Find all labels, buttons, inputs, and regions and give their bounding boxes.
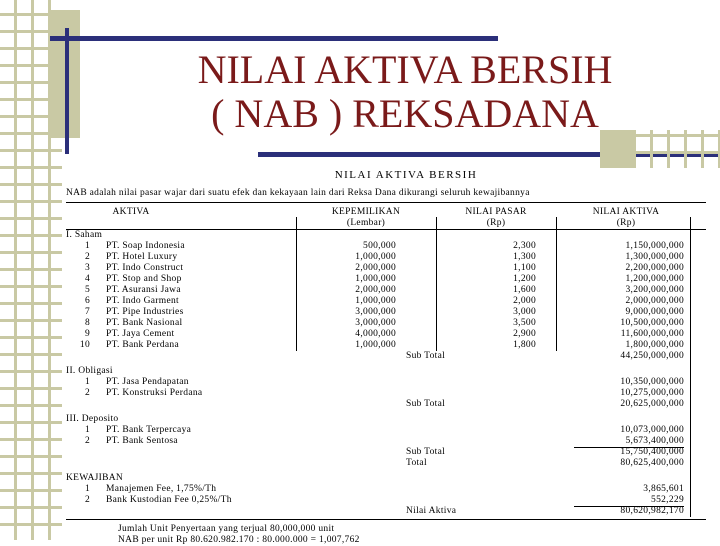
row-no: 8 (84, 318, 90, 328)
nilai-aktiva-row (66, 506, 706, 517)
row-name: PT. Asuransi Jawa (106, 285, 181, 295)
subtotal-label: Sub Total (406, 399, 446, 409)
row-qty: 2,000,000 (355, 285, 396, 295)
table-row (66, 340, 706, 351)
table-row (66, 436, 706, 447)
row-value: 10,500,000,000 (620, 318, 684, 328)
row-value: 10,275,000,000 (620, 388, 684, 398)
row-value: 11,600,000,000 (620, 329, 684, 339)
subtotal-label: Sub Total (406, 447, 446, 457)
row-no: 2 (84, 388, 90, 398)
row-value: 1,200,000,000 (625, 274, 684, 284)
section-kewajiban-label (66, 473, 706, 484)
slide-title-line1: NILAI AKTIVA BERSIH (197, 47, 613, 92)
row-name: PT. Jasa Pendapatan (106, 377, 189, 387)
header-nilai-pasar (446, 207, 546, 229)
row-no: 2 (84, 252, 90, 262)
row-qty: 1,000,000 (355, 296, 396, 306)
row-value: 2,200,000,000 (625, 263, 684, 273)
row-no: 4 (84, 274, 90, 284)
row-name: PT. Bank Nasional (106, 318, 183, 328)
row-qty: 500,000 (363, 241, 396, 251)
slide-title (120, 48, 690, 136)
row-value: 1,150,000,000 (625, 241, 684, 251)
row-value: 1,300,000,000 (625, 252, 684, 262)
row-qty: 1,000,000 (355, 252, 396, 262)
document-intro: NAB adalah nilai pasar wajar dari suatu efek dan kekayaan lain dari Reksa Dana dikurangi seluruh kewajibannya (66, 188, 530, 198)
table-bottom-rule (66, 519, 706, 520)
row-qty: 2,000,000 (355, 263, 396, 273)
row-name: Manajemen Fee, 1,75%/Th (106, 484, 217, 494)
table-row (66, 263, 706, 274)
row-name: PT. Indo Construct (106, 263, 184, 273)
row-name: PT. Bank Terpercaya (106, 425, 192, 435)
nab-document (66, 169, 706, 545)
table-row (66, 425, 706, 436)
column-separator (556, 217, 557, 351)
column-separator (690, 217, 691, 517)
row-qty: 3,000,000 (355, 307, 396, 317)
obligasi-subtotal-row (66, 399, 706, 410)
row-value: 10,350,000,000 (620, 377, 684, 387)
deposito-subtotal-row (66, 447, 706, 458)
row-qty: 4,000,000 (355, 329, 396, 339)
row-name: PT. Bank Perdana (106, 340, 179, 350)
row-value: 552,229 (574, 495, 684, 507)
row-value: 9,000,000,000 (625, 307, 684, 317)
total-value: 80,625,400,000 (620, 458, 684, 468)
table-row (66, 274, 706, 285)
row-no: 1 (84, 425, 90, 435)
row-no: 3 (84, 263, 90, 273)
table-row (66, 318, 706, 329)
row-no: 2 (84, 495, 90, 505)
row-name: PT. Stop and Shop (106, 274, 182, 284)
table-row (66, 296, 706, 307)
total-row (66, 458, 706, 469)
header-kepemilikan (316, 207, 416, 229)
slide-title-line2: ( NAB ) REKSADANA (211, 91, 599, 136)
header-nilai-aktiva-unit: (Rp) (616, 218, 636, 228)
table-row (66, 307, 706, 318)
table-header (66, 207, 706, 229)
total-label: Total (406, 458, 427, 468)
row-no: 1 (84, 484, 90, 494)
table-row (66, 484, 706, 495)
table-top-rule (66, 202, 706, 203)
row-no: 6 (84, 296, 90, 306)
row-name: PT. Indo Garment (106, 296, 179, 306)
section-kewajiban (66, 473, 706, 517)
row-price: 2,900 (513, 329, 536, 339)
row-value: 3,865,601 (643, 484, 684, 494)
subtotal-value: 20,625,000,000 (620, 399, 684, 409)
row-value: 10,073,000,000 (620, 425, 684, 435)
header-kepemilikan-label: KEPEMILIKAN (331, 207, 401, 217)
table-row (66, 285, 706, 296)
row-name: PT. Pipe Industries (106, 307, 184, 317)
section-label: KEWAJIBAN (66, 473, 124, 483)
footer-units: Jumlah Unit Penyertaan yang terjual 80,000,000 unit (118, 524, 335, 534)
row-no: 2 (84, 436, 90, 446)
row-qty: 1,000,000 (355, 340, 396, 350)
table-row (66, 388, 706, 399)
row-qty: 1,000,000 (355, 274, 396, 284)
footer-nab-per-unit: NAB per unit Rp 80.620.982.170 : 80.000.000 = 1,007,762 (118, 535, 360, 545)
section-deposito-label (66, 414, 706, 425)
row-name: PT. Soap Indonesia (106, 241, 185, 251)
header-aktiva: AKTIVA (112, 207, 150, 217)
nilai-aktiva-value: 80,620,982,170 (620, 506, 684, 516)
section-label: III. Deposito (66, 414, 119, 424)
section-label: II. Obligasi (66, 366, 113, 376)
section-obligasi (66, 366, 706, 410)
column-separator (296, 217, 297, 351)
row-no: 5 (84, 285, 90, 295)
row-price: 1,800 (513, 340, 536, 350)
subtotal-value: 15,750,400,000 (620, 447, 684, 457)
header-nilai-pasar-unit: (Rp) (486, 218, 506, 228)
table-row (66, 241, 706, 252)
row-no: 1 (84, 241, 90, 251)
row-price: 1,300 (513, 252, 536, 262)
saham-subtotal-row (66, 351, 706, 362)
row-price: 2,000 (513, 296, 536, 306)
header-kepemilikan-unit: (Lembar) (346, 218, 386, 228)
table-row (66, 377, 706, 388)
row-qty: 3,000,000 (355, 318, 396, 328)
decorative-rule-top (50, 36, 498, 41)
header-nilai-aktiva (571, 207, 681, 229)
row-price: 1,200 (513, 274, 536, 284)
row-price: 3,000 (513, 307, 536, 317)
table-row (66, 329, 706, 340)
row-name: PT. Konstruksi Perdana (106, 388, 203, 398)
header-nilai-aktiva-label: NILAI AKTIVA (592, 207, 660, 217)
row-price: 1,100 (513, 263, 536, 273)
row-price: 1,600 (513, 285, 536, 295)
row-name: Bank Kustodian Fee 0,25%/Th (106, 495, 232, 505)
row-value: 2,000,000,000 (625, 296, 684, 306)
row-no: 1 (84, 377, 90, 387)
row-no: 9 (84, 329, 90, 339)
row-name: PT. Hotel Luxury (106, 252, 178, 262)
row-price: 2,300 (513, 241, 536, 251)
section-label: I. Saham (66, 230, 103, 240)
footer-line1 (66, 524, 706, 535)
row-value: 1,800,000,000 (625, 340, 684, 350)
table-row (66, 252, 706, 263)
subtotal-label: Sub Total (406, 351, 446, 361)
row-value: 5,673,400,000 (574, 436, 684, 448)
table-row (66, 495, 706, 506)
row-price: 3,500 (513, 318, 536, 328)
decorative-rule-vertical (65, 28, 69, 154)
nilai-aktiva-label: Nilai Aktiva (406, 506, 457, 516)
row-name: PT. Bank Sentosa (106, 436, 178, 446)
row-no: 7 (84, 307, 90, 317)
row-no: 10 (79, 340, 90, 350)
document-heading: NILAI AKTIVA BERSIH (334, 169, 478, 181)
section-deposito (66, 414, 706, 469)
subtotal-value: 44,250,000,000 (620, 351, 684, 361)
footer-line2 (66, 535, 706, 546)
row-name: PT. Jaya Cement (106, 329, 175, 339)
row-value: 3,200,000,000 (625, 285, 684, 295)
section-saham-label (66, 230, 706, 241)
header-nilai-pasar-label: NILAI PASAR (465, 207, 527, 217)
section-obligasi-label (66, 366, 706, 377)
column-separator (436, 217, 437, 351)
